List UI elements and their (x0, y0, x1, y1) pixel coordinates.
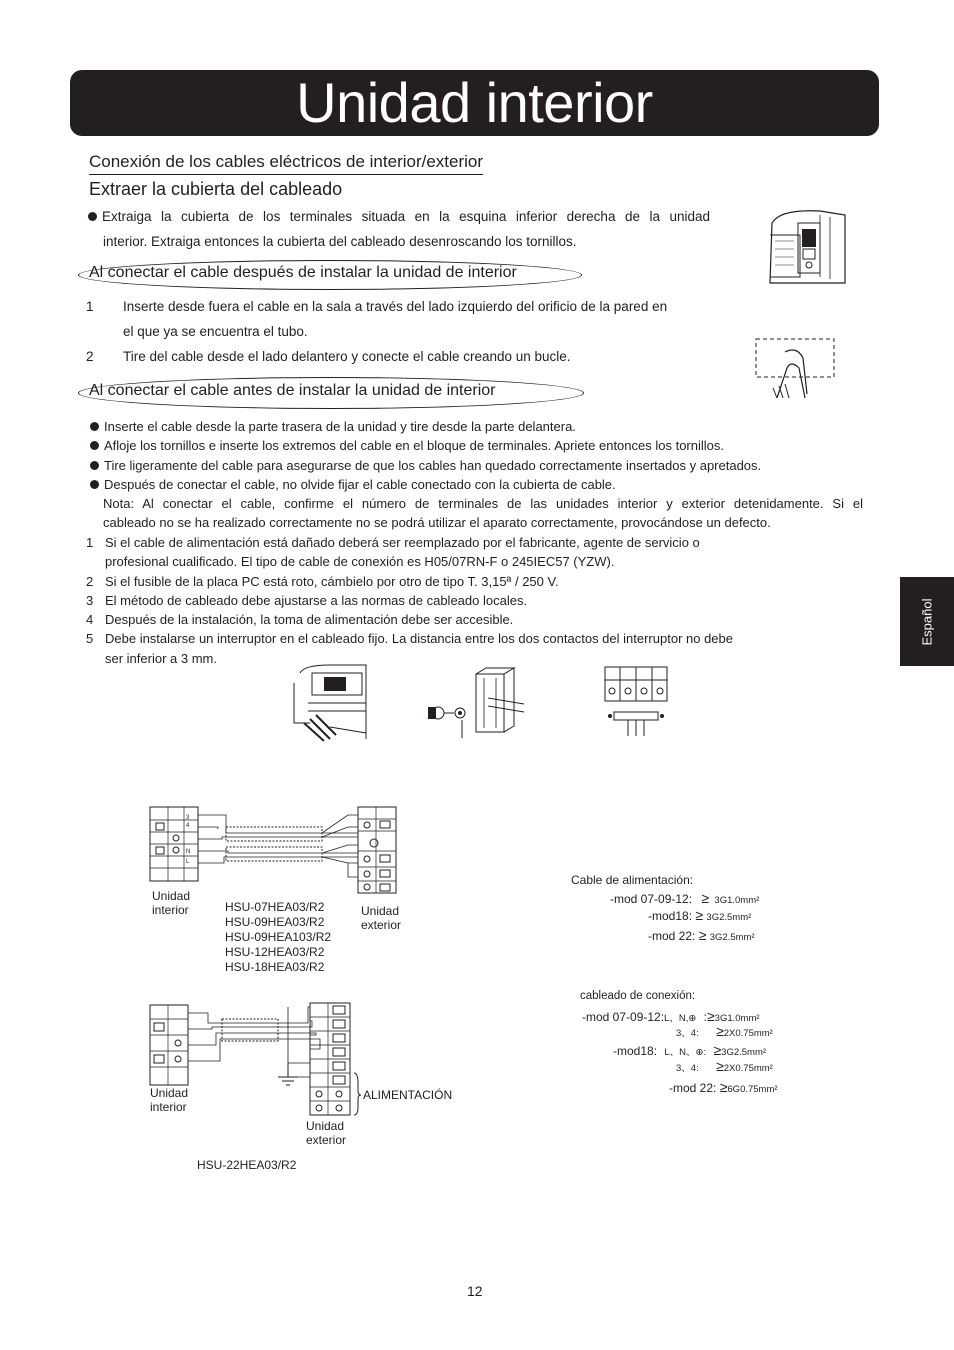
wiring-diagram-1 (148, 805, 398, 883)
numbered-note-5: 5 Debe instalarse un interruptor en el cableado fijo. La distancia entre los dos contactos del interruptor no debe ser inferior a 3 mm. (86, 631, 733, 666)
main-heading: Conexión de los cables eléctricos de interior/exterior (89, 152, 483, 175)
model-item: HSU-07HEA03/R2 (225, 900, 325, 914)
intro-line-2: interior. Extraiga entonces la cubierta del cableado desenroscando los tornillos. (103, 234, 577, 249)
language-tab-label: Español (919, 598, 935, 645)
bullet-icon (90, 480, 99, 489)
page-title: Unidad interior (70, 70, 879, 136)
diagram2-indoor-label: Unidad interior (150, 1086, 189, 1114)
note-line-2: cableado no se ha realizado correctamente no se podrá utilizar el aparato correctamente, provocándose un defecto. (103, 515, 771, 531)
model-item: HSU-12HEA03/R2 (225, 945, 325, 959)
terminal-block-illustration (604, 666, 668, 738)
language-tab[interactable] (900, 577, 954, 666)
diagram1-indoor-label: Unidad interior (152, 889, 191, 917)
diagram1-outdoor-label: Unidad exterior (361, 904, 402, 932)
connection-row-5: -mod 22: ≥6G0.75mm² (669, 1079, 778, 1095)
screw-terminal-illustration (426, 668, 526, 740)
connection-cable-title: cableado de conexión: (580, 990, 696, 1002)
diagram2-outdoor-label: Unidad exterior (306, 1119, 347, 1147)
power-supply-label: ALIMENTACIÓN (363, 1088, 453, 1102)
indoor-terminal-n: N (186, 849, 191, 855)
diagram1-models (225, 900, 331, 975)
connection-row-4: 3、4: ≥2X0.75mm² (676, 1058, 773, 1074)
bullet-icon (90, 441, 99, 450)
terminal-cover-illustration (760, 205, 850, 290)
diagram2-model: HSU-22HEA03/R2 (197, 1158, 297, 1172)
page-number: 12 (467, 1283, 483, 1299)
intro-paragraph (88, 204, 710, 254)
model-item: HSU-18HEA03/R2 (225, 960, 325, 974)
indoor-terminal-4: 4 (186, 823, 190, 829)
connection-row-1: -mod 07-09-12:L、N,⊕ :≥3G1.0mm² (582, 1008, 760, 1024)
bullet-icon (90, 461, 99, 470)
before-bullet-3: Tire ligeramente del cable para asegurarse de que los cables han quedado correctamente insertados y apretados. (90, 456, 870, 475)
power-cable-title: Cable de alimentación: (571, 873, 694, 887)
after-step-1: 1 Inserte desde fuera el cable en la sala a través del lado izquierdo del orificio de la pared en el que ya se encuentra el tubo. (86, 299, 668, 339)
power-cable-row-3: -mod 22: ≥ 3G2.5mm² (648, 927, 755, 943)
intro-line-1: Extraiga la cubierta de los terminales situada en la esquina inferior derecha de la unidad (102, 209, 710, 224)
before-bullet-1: Inserte el cable desde la parte trasera de la unidad y tire desde la parte delantera. (90, 417, 870, 436)
power-cable-row-2: -mod18: ≥ 3G2.5mm² (648, 907, 752, 923)
before-bullet-4: Después de conectar el cable, no olvide fijar el cable conectado con la cubierta de cable. (90, 475, 870, 494)
bullet-icon (90, 422, 99, 431)
after-step-2: 2 Tire del cable desde el lado delantero y conecte el cable creando un bucle. (86, 349, 571, 364)
bullet-icon (88, 212, 97, 221)
numbered-note-4: 4 Después de la instalación, la toma de alimentación debe ser accesible. (86, 612, 514, 628)
cable-loop-illustration (755, 338, 837, 400)
power-cable-row-1: -mod 07-09-12: ≥ 3G1.0mm² (610, 890, 760, 906)
sub-heading: Extraer la cubierta del cableado (89, 179, 343, 199)
numbered-note-3: 3 El método de cableado debe ajustarse a las normas de cableado locales. (86, 592, 528, 608)
model-item: HSU-09HEA03/R2 (225, 915, 325, 929)
numbered-note-2: 2 Si el fusible de la placa PC está roto, cámbielo por otro de tipo T. 3,15ª / 250 V. (86, 573, 559, 589)
before-bullet-2: Afloje los tornillos e inserte los extremos del cable en el bloque de terminales. Apriete entonces los tornillos. (90, 436, 870, 455)
cable-insertion-illustration (290, 663, 368, 743)
numbered-note-1: 1 Si el cable de alimentación está dañado deberá ser reemplazado por el fabricante, agente de servicio o profesional cualificado. El tipo de cable de conexión es H05/07RN-F o 245IEC57 (YZW). (86, 535, 700, 570)
note-line-1: Nota: Al conectar el cable, confirme el número de terminales de las unidades interior y exterior detenidamente. Si el (103, 496, 863, 512)
before-heading: Al conectar el cable antes de instalar la unidad de interior (89, 382, 496, 399)
before-bullets (90, 417, 870, 533)
indoor-terminal-3: 3 (186, 815, 190, 821)
after-heading: Al conectar el cable después de instalar la unidad de interior (89, 264, 517, 281)
model-item: HSU-09HEA103/R2 (225, 930, 332, 944)
indoor-terminal-l: L (186, 859, 190, 865)
connection-row-3: -mod18: L、N、⊕: ≥3G2.5mm² (613, 1042, 767, 1058)
numbered-notes (86, 533, 846, 668)
connection-row-2: 3、4: ≥2X0.75mm² (676, 1023, 773, 1039)
after-steps (86, 294, 726, 369)
